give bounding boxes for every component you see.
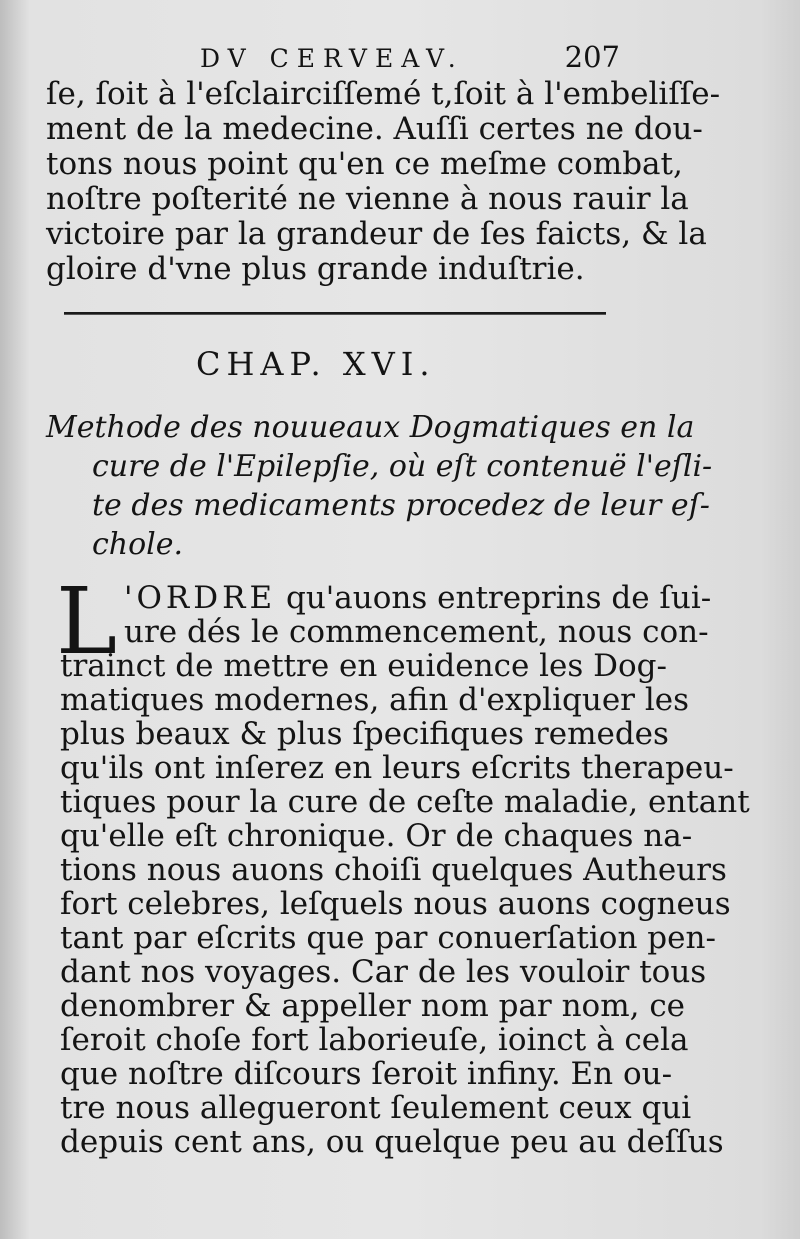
running-title: DV CERVEAV.	[200, 44, 464, 73]
first-line-rest: qu'auons entreprins de ſui-	[285, 580, 712, 616]
text-line: depuis cent ans, ou quelque peu au deſſus	[60, 1124, 724, 1160]
text-line: matiques modernes, afin d'expliquer les	[60, 682, 690, 718]
text-line: tons nous point qu'en ce meſme combat,	[46, 146, 683, 182]
text-line: tiques pour la cure de ceſte maladie, entant	[60, 784, 750, 820]
text-line: ure dés le commencement, nous con-	[124, 614, 709, 650]
text-line: ment de la medecine. Auſſi certes ne dou-	[46, 111, 703, 147]
text-line: ſe, ſoit à l'eſclairciſſemé t,ſoit à l'embeliſſe-	[46, 76, 721, 112]
text-line	[0, 580, 800, 616]
text-line: fort celebres, leſquels nous auons cogneus	[60, 886, 731, 922]
chapter-number: CHAP. XVI.	[196, 345, 436, 383]
text-line: plus beaux & plus ſpecifiques remedes	[60, 716, 669, 752]
text-line: qu'ils ont inſerez en leurs eſcrits therapeu-	[60, 750, 734, 786]
text-line: qu'elle eſt chronique. Or de chaques na-	[60, 818, 693, 854]
running-head	[200, 40, 620, 80]
text-line: ſeroit choſe fort laborieuſe, ioinct à cela	[60, 1022, 689, 1058]
text-line: trainct de mettre en euidence les Dog-	[60, 648, 667, 684]
drop-cap: L	[56, 568, 118, 675]
text-line: tant par eſcrits que par conuerſation pen-	[60, 920, 716, 956]
chapter-title-line: chole.	[92, 527, 184, 562]
text-line: gloire d'vne plus grande induſtrie.	[46, 251, 585, 287]
chapter-title-line: cure de l'Epilepſie, où eſt contenuë l'eſli-	[92, 449, 713, 484]
text-line: noſtre poſterité ne vienne à nous rauir la	[46, 181, 689, 217]
chapter-title-line: Methode des nouueaux Dogmatiques en la	[46, 410, 695, 445]
text-line: denombrer & appeller nom par nom, ce	[60, 988, 686, 1024]
text-line: victoire par la grandeur de ſes faicts, & la	[46, 216, 707, 252]
first-word: 'ORDRE	[124, 580, 277, 616]
section-rule	[64, 312, 606, 315]
page-number: 207	[564, 40, 620, 74]
chapter-title-line: te des medicaments procedez de leur eſ-	[92, 488, 710, 523]
text-line: tions nous auons choiſi quelques Autheurs	[60, 852, 727, 888]
text-line: dant nos voyages. Car de les vouloir tous	[60, 954, 707, 990]
text-line: que noſtre diſcours ſeroit infiny. En ou-	[60, 1056, 673, 1092]
text-line: tre nous allegueront ſeulement ceux qui	[60, 1090, 692, 1126]
